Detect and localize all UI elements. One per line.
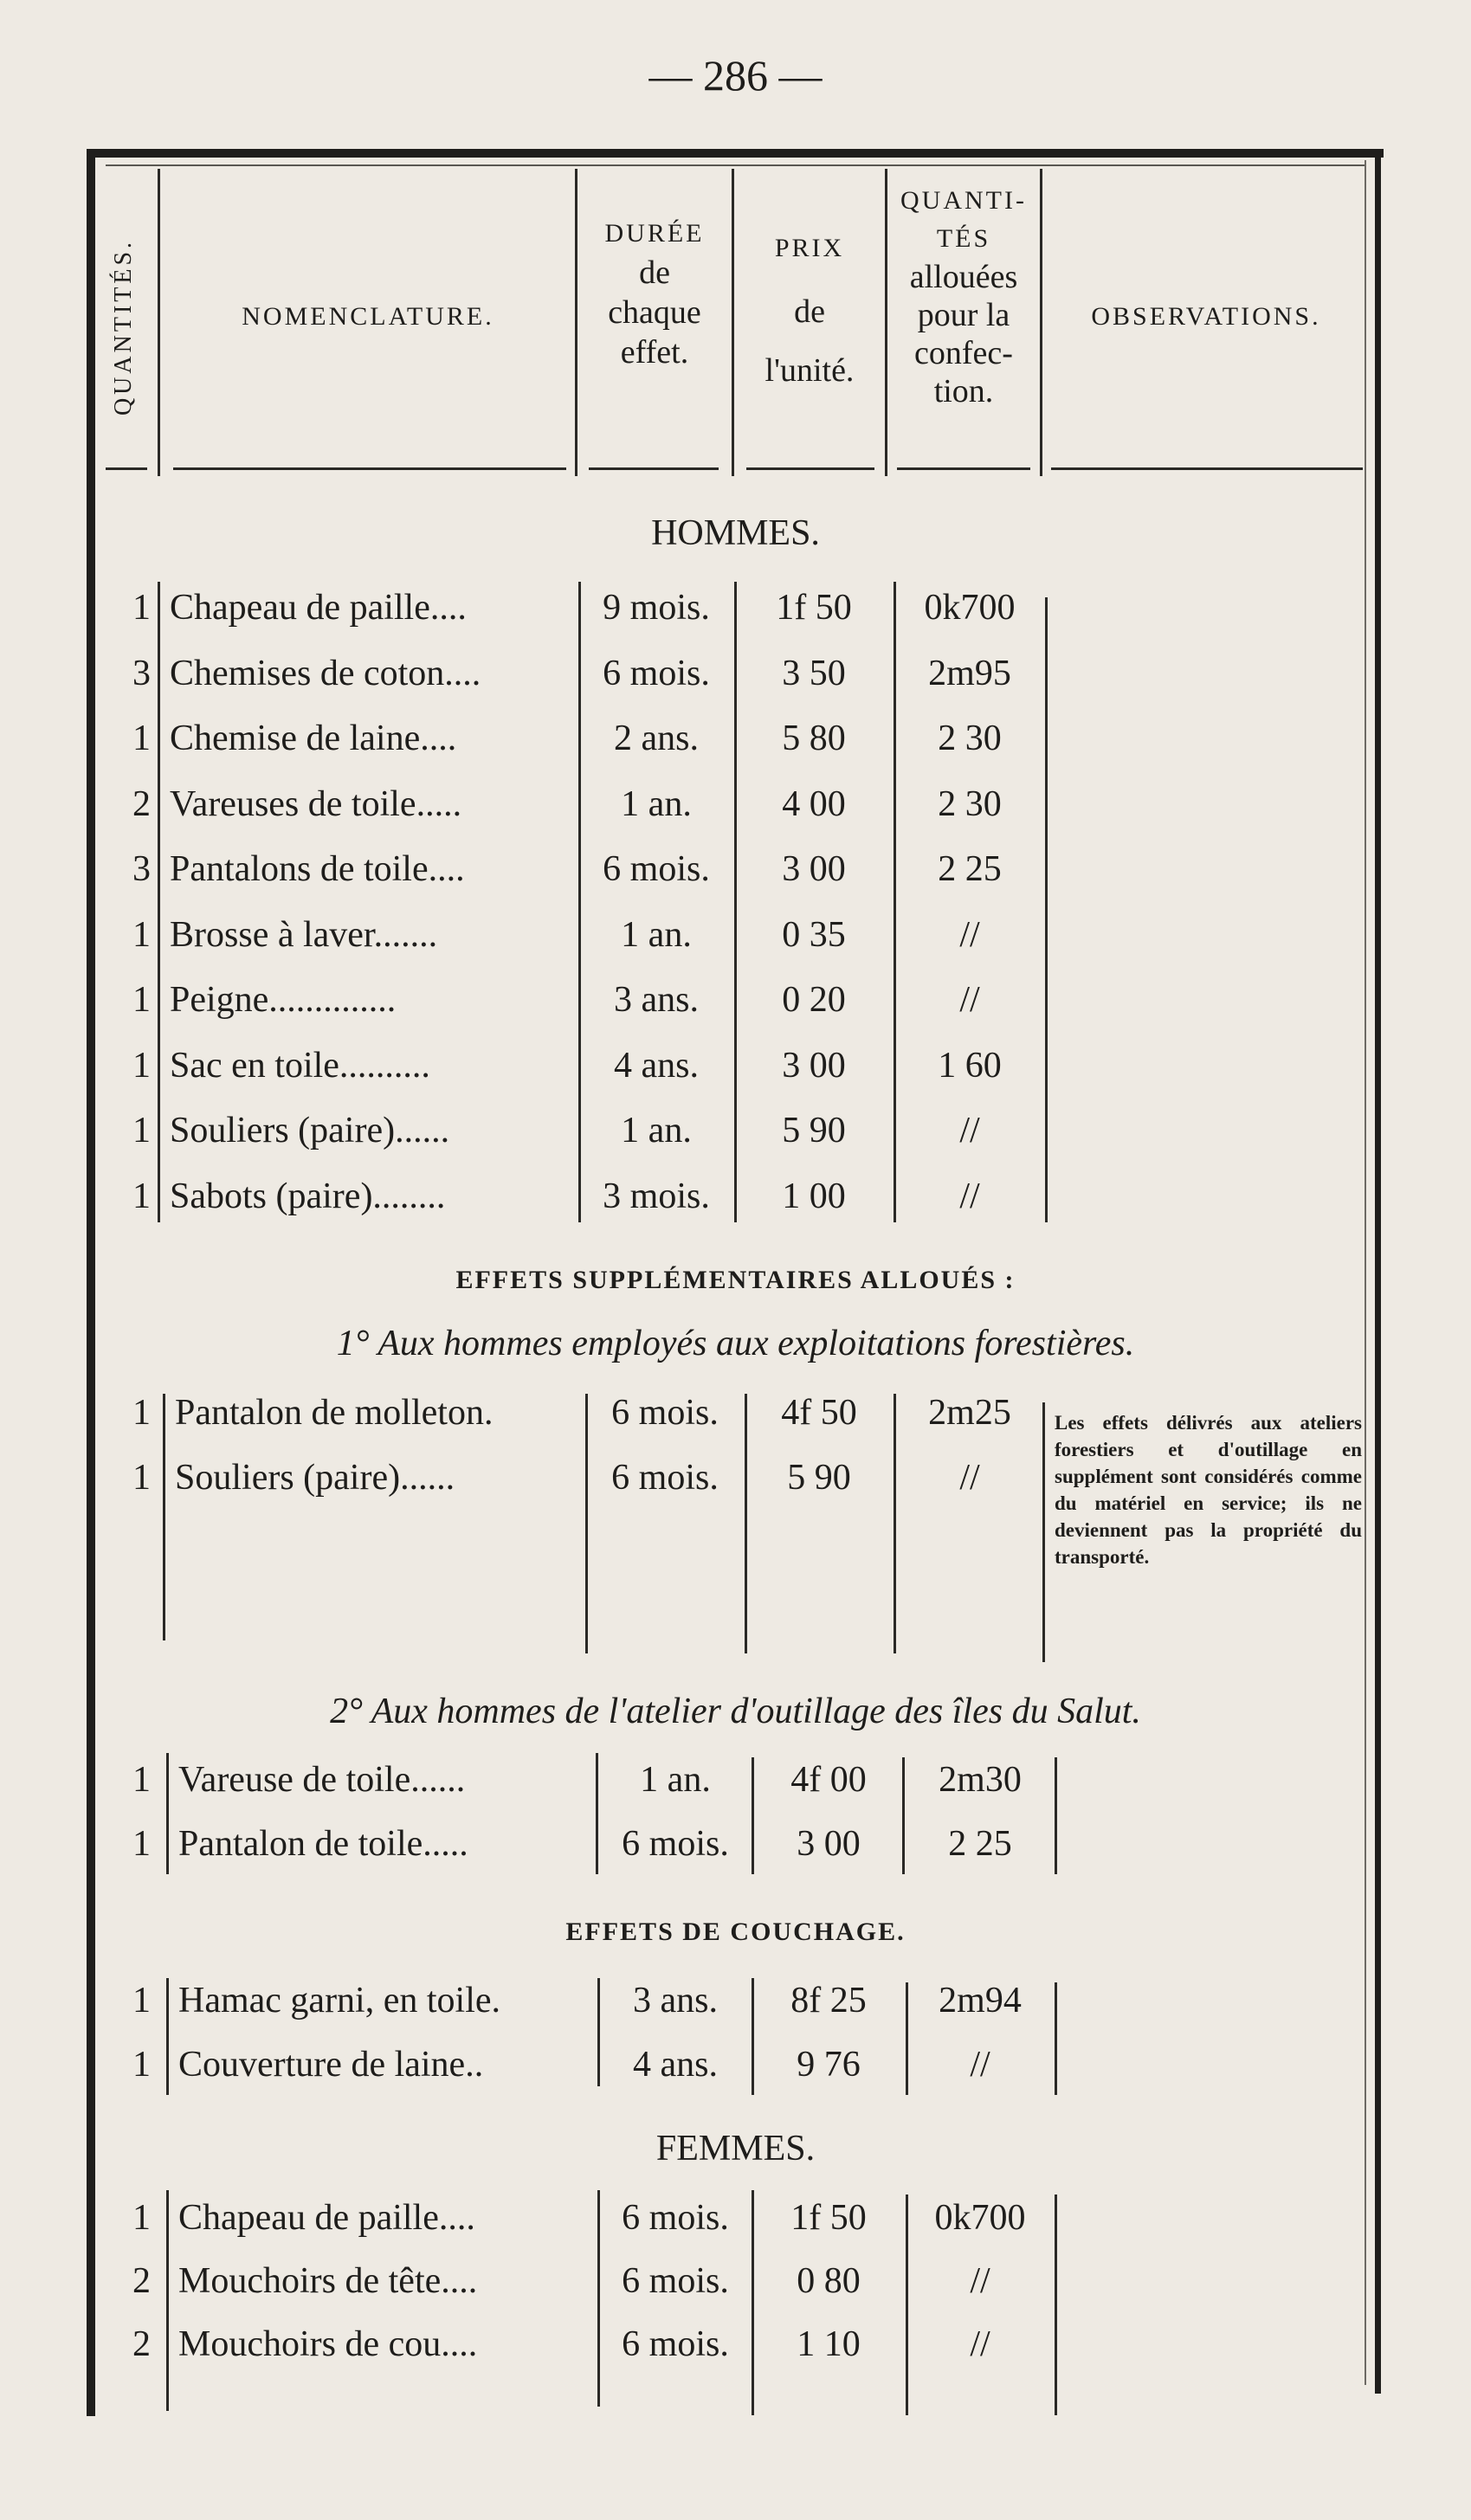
row-price: 9 76 bbox=[797, 2045, 861, 2085]
row-allocation: // bbox=[959, 980, 980, 1020]
header-col-divider bbox=[158, 169, 160, 476]
row-price: 5 90 bbox=[782, 1111, 846, 1150]
col-divider bbox=[1042, 1402, 1045, 1662]
row-item-name: Souliers (paire)...... bbox=[170, 1111, 450, 1150]
row-price: 4f 50 bbox=[781, 1393, 857, 1433]
row-quantity: 2 bbox=[132, 2261, 151, 2301]
row-allocation: 2 30 bbox=[938, 719, 1002, 758]
row-quantity: 1 bbox=[132, 914, 151, 955]
row-allocation: // bbox=[970, 2324, 990, 2364]
row-item-name: Chemise de laine.... bbox=[170, 719, 457, 758]
col-divider bbox=[597, 1978, 600, 2086]
row-allocation: 0k700 bbox=[924, 588, 1016, 628]
row-quantity: 1 bbox=[132, 1045, 151, 1086]
row-item-name: Couverture de laine.. bbox=[178, 2045, 484, 2085]
row-item-name: Sabots (paire)........ bbox=[170, 1176, 446, 1216]
row-allocation: // bbox=[959, 1176, 980, 1216]
col-divider bbox=[894, 582, 896, 1222]
row-price: 5 80 bbox=[782, 719, 846, 758]
col-divider bbox=[902, 1757, 905, 1874]
header-bottom-rule bbox=[173, 467, 566, 470]
col-divider bbox=[906, 2195, 908, 2415]
row-duration: 1 an. bbox=[640, 1760, 711, 1800]
row-quantity: 1 bbox=[132, 719, 151, 758]
row-duration: 4 ans. bbox=[633, 2045, 718, 2085]
row-item-name: Mouchoirs de tête.... bbox=[178, 2261, 478, 2301]
row-quantity: 1 bbox=[132, 1824, 151, 1864]
row-allocation: 2m30 bbox=[939, 1760, 1022, 1800]
col-divider bbox=[752, 2190, 754, 2415]
header-nomenclature: NOMENCLATURE. bbox=[242, 302, 494, 331]
row-allocation: 2m94 bbox=[939, 1981, 1022, 2021]
header-col-divider bbox=[1040, 169, 1042, 476]
col-divider bbox=[158, 582, 160, 1222]
section-title-supplementaires: EFFETS SUPPLÉMENTAIRES ALLOUÉS : bbox=[455, 1266, 1016, 1294]
row-quantity: 3 bbox=[132, 849, 151, 889]
row-duration: 4 ans. bbox=[614, 1045, 699, 1086]
col-divider bbox=[1045, 597, 1048, 1222]
row-item-name: Souliers (paire)...... bbox=[175, 1458, 455, 1498]
row-item-name: Pantalons de toile.... bbox=[170, 849, 465, 889]
row-item-name: Peigne.............. bbox=[170, 980, 397, 1020]
table-row bbox=[0, 1749, 1471, 1811]
row-duration: 1 an. bbox=[621, 914, 692, 955]
row-allocation: // bbox=[959, 914, 980, 955]
observation-note: Les effets délivrés aux ateliers forestiers et d'outillage en supplément sont considérés comme du matériel en service; ils ne deviennent pas la propriété du transporté. bbox=[1055, 1412, 1362, 1568]
row-duration: 9 mois. bbox=[603, 588, 710, 628]
col-divider bbox=[163, 1394, 165, 1640]
row-price: 0 35 bbox=[782, 914, 846, 955]
row-duration: 1 an. bbox=[621, 1111, 692, 1150]
header-duree: DURÉE de chaque effet. bbox=[604, 219, 705, 371]
row-duration: 6 mois. bbox=[622, 2198, 729, 2238]
section-title-femmes: FEMMES. bbox=[655, 2129, 816, 2169]
row-price: 3 50 bbox=[782, 653, 846, 693]
table-row bbox=[0, 2313, 1471, 2375]
row-allocation: 2 25 bbox=[938, 849, 1002, 889]
row-allocation: // bbox=[959, 1111, 980, 1150]
table-row bbox=[0, 2250, 1471, 2312]
row-price: 0 80 bbox=[797, 2261, 861, 2301]
row-item-name: Sac en toile.......... bbox=[170, 1045, 430, 1086]
row-item-name: Chapeau de paille.... bbox=[178, 2198, 475, 2238]
header-bottom-rule bbox=[106, 467, 147, 470]
row-quantity: 1 bbox=[132, 1981, 151, 2021]
header-allouees: QUANTI- TÉS allouées pour la confec- tion. bbox=[900, 186, 1027, 409]
row-allocation: 1 60 bbox=[938, 1045, 1002, 1086]
row-price: 0 20 bbox=[782, 980, 846, 1020]
col-divider bbox=[752, 1757, 754, 1874]
row-item-name: Mouchoirs de cou.... bbox=[178, 2324, 478, 2364]
row-duration: 3 ans. bbox=[633, 1981, 718, 2021]
row-item-name: Chemises de coton.... bbox=[170, 653, 481, 693]
row-allocation: 0k700 bbox=[934, 2198, 1026, 2238]
col-divider bbox=[166, 1978, 169, 2095]
table-row bbox=[0, 1813, 1471, 1875]
header-prix: PRIX de l'unité. bbox=[765, 234, 855, 389]
row-quantity: 1 bbox=[132, 1458, 151, 1498]
row-allocation: 2m95 bbox=[928, 653, 1011, 693]
subsection-salut: 2° Aux hommes de l'atelier d'outillage des îles du Salut. bbox=[330, 1692, 1141, 1731]
row-allocation: 2m25 bbox=[928, 1393, 1011, 1433]
row-item-name: Vareuse de toile...... bbox=[178, 1760, 466, 1800]
row-price: 3 00 bbox=[782, 849, 846, 889]
section-title-couchage: EFFETS DE COUCHAGE. bbox=[565, 1917, 906, 1946]
table-row bbox=[0, 2187, 1471, 2249]
header-bottom-rule bbox=[589, 467, 719, 470]
header-bottom-rule bbox=[746, 467, 874, 470]
header-top-rule bbox=[106, 164, 1365, 166]
row-quantity: 1 bbox=[132, 1111, 151, 1150]
row-duration: 1 an. bbox=[621, 783, 692, 824]
row-duration: 3 ans. bbox=[614, 980, 699, 1020]
page-number: — 286 — bbox=[648, 51, 823, 100]
col-divider bbox=[166, 1753, 169, 1874]
row-quantity: 1 bbox=[132, 1393, 151, 1433]
row-quantity: 2 bbox=[132, 2324, 151, 2364]
header-bottom-rule bbox=[1051, 467, 1363, 470]
row-item-name: Pantalon de toile..... bbox=[178, 1824, 468, 1864]
row-price: 1 00 bbox=[782, 1176, 846, 1216]
row-item-name: Pantalon de molleton. bbox=[175, 1393, 494, 1433]
col-divider bbox=[166, 2190, 169, 2411]
row-price: 5 90 bbox=[787, 1458, 851, 1498]
row-allocation: // bbox=[959, 1458, 980, 1498]
table-top-rule bbox=[87, 149, 1384, 158]
section-title-hommes: HOMMES. bbox=[651, 513, 820, 553]
row-quantity: 3 bbox=[132, 653, 151, 693]
col-divider bbox=[734, 582, 737, 1222]
col-divider bbox=[752, 1978, 754, 2095]
row-duration: 6 mois. bbox=[611, 1458, 719, 1498]
row-price: 1f 50 bbox=[790, 2198, 867, 2238]
header-col-divider bbox=[885, 169, 887, 476]
col-divider bbox=[596, 1753, 598, 1874]
row-duration: 2 ans. bbox=[614, 719, 699, 758]
row-item-name: Brosse à laver....... bbox=[170, 914, 438, 955]
row-duration: 6 mois. bbox=[603, 849, 710, 889]
row-duration: 6 mois. bbox=[622, 1824, 729, 1864]
col-divider bbox=[1055, 1982, 1057, 2095]
row-allocation: 2 25 bbox=[948, 1824, 1012, 1864]
row-price: 3 00 bbox=[782, 1045, 846, 1086]
row-price: 1f 50 bbox=[776, 588, 852, 628]
row-quantity: 1 bbox=[132, 2198, 151, 2238]
row-quantity: 1 bbox=[132, 1760, 151, 1800]
header-observations: OBSERVATIONS. bbox=[1091, 302, 1321, 331]
row-price: 3 00 bbox=[797, 1824, 861, 1864]
header-bottom-rule bbox=[897, 467, 1030, 470]
row-duration: 6 mois. bbox=[603, 653, 710, 693]
row-quantity: 1 bbox=[132, 588, 151, 628]
row-item-name: Hamac garni, en toile. bbox=[178, 1981, 501, 2021]
col-divider bbox=[894, 1394, 896, 1653]
row-duration: 3 mois. bbox=[603, 1176, 710, 1216]
col-divider bbox=[906, 1982, 908, 2095]
row-quantity: 1 bbox=[132, 2045, 151, 2085]
header-quantities: QUANTITÉS. bbox=[110, 238, 137, 416]
header-col-divider bbox=[575, 169, 577, 476]
row-duration: 6 mois. bbox=[622, 2324, 729, 2364]
row-duration: 6 mois. bbox=[611, 1393, 719, 1433]
col-divider bbox=[578, 582, 581, 1222]
header-col-divider bbox=[732, 169, 734, 476]
col-divider bbox=[1055, 2195, 1057, 2415]
col-divider bbox=[597, 2190, 600, 2407]
row-price: 4f 00 bbox=[790, 1760, 867, 1800]
col-divider bbox=[1055, 1757, 1057, 1874]
row-price: 1 10 bbox=[797, 2324, 861, 2364]
col-divider bbox=[585, 1394, 588, 1653]
subsection-forestieres: 1° Aux hommes employés aux exploitations forestières. bbox=[336, 1324, 1135, 1363]
row-price: 4 00 bbox=[782, 783, 846, 824]
row-allocation: // bbox=[970, 2261, 990, 2301]
row-item-name: Chapeau de paille.... bbox=[170, 588, 467, 628]
table-row bbox=[0, 1969, 1471, 2032]
row-price: 8f 25 bbox=[790, 1981, 867, 2021]
row-quantity: 1 bbox=[132, 1176, 151, 1216]
row-allocation: // bbox=[970, 2045, 990, 2085]
row-allocation: 2 30 bbox=[938, 783, 1002, 824]
row-quantity: 1 bbox=[132, 980, 151, 1020]
row-quantity: 2 bbox=[132, 783, 151, 824]
table-row bbox=[0, 2033, 1471, 2096]
row-duration: 6 mois. bbox=[622, 2261, 729, 2301]
col-divider bbox=[745, 1394, 747, 1653]
row-item-name: Vareuses de toile..... bbox=[170, 783, 462, 824]
